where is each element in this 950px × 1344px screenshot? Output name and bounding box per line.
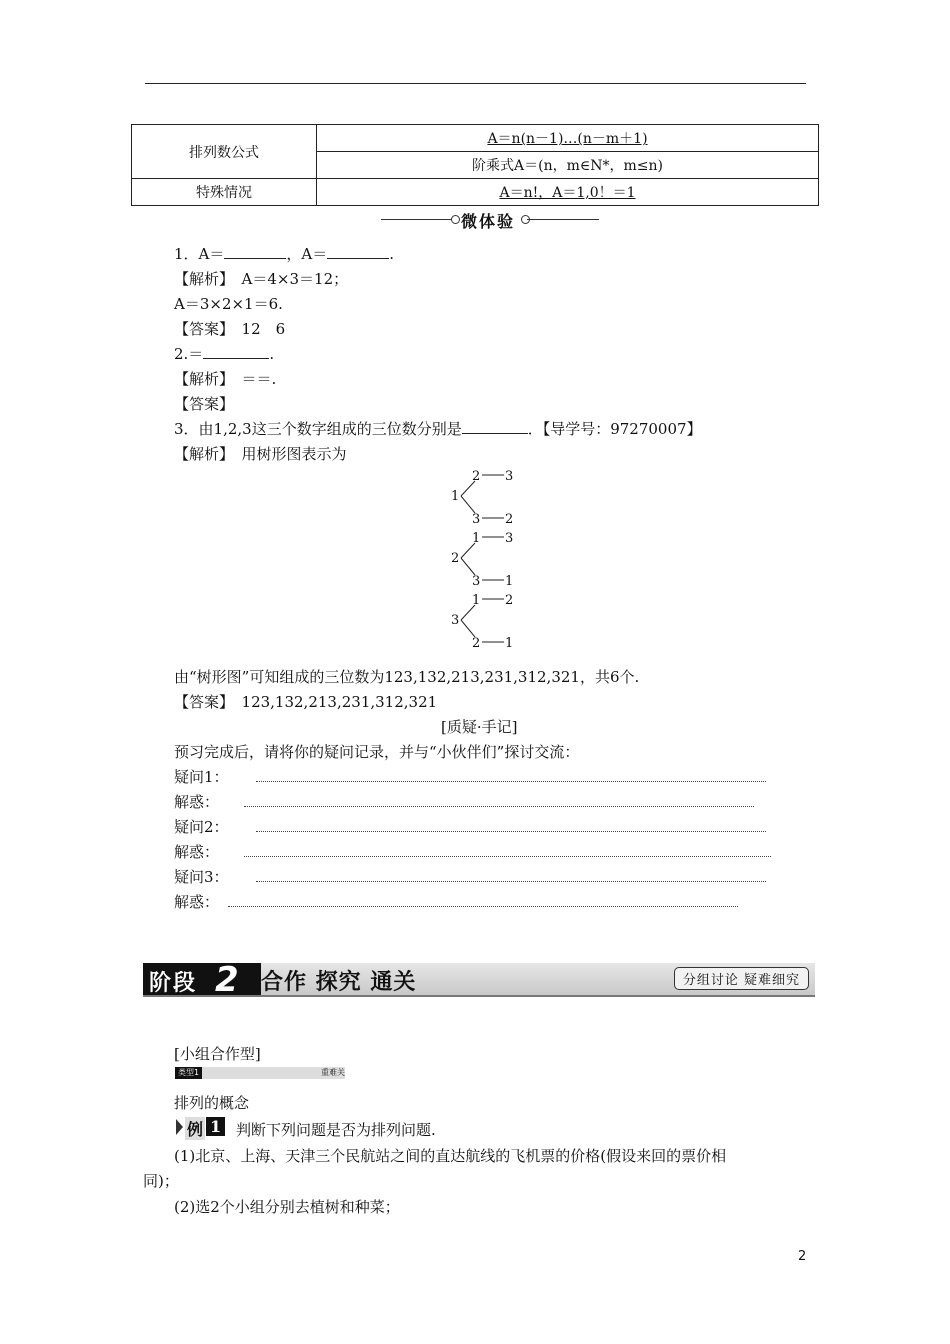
tree-node: 2 (472, 469, 481, 484)
tree-root-1: 1 (451, 489, 460, 504)
formula-label: 排列数公式 (132, 125, 317, 179)
example-item-2: (2)选2个小组分别去植树和种菜； (174, 1198, 400, 1216)
page-number: 2 (798, 1249, 807, 1264)
tree-root-3: 3 (451, 613, 460, 628)
example-prompt: 判断下列问题是否为排列问题. (236, 1121, 436, 1139)
concept-title: 排列的概念 (174, 1094, 250, 1112)
doubt-1-label: 疑问1： (174, 768, 229, 786)
q1-analysis: 【解析】 A＝4×3＝12； (174, 270, 349, 288)
q3-answer: 【答案】 123,132,213,231,312,321 (174, 693, 438, 711)
factorial-formula: 阶乘式A＝(n，m∈N*，m≤n) (317, 152, 819, 179)
tree-node: 2 (472, 636, 481, 651)
special-case-label: 特殊情况 (132, 179, 317, 206)
type-bar: 类型1 重难关 (175, 1067, 345, 1079)
stage-tag: 分组讨论 疑难细究 (674, 967, 809, 990)
tree-leaf: 2 (505, 512, 514, 527)
tree-leaf: 1 (505, 636, 514, 651)
question-1: 1．A＝ ，A＝ . (174, 245, 395, 263)
tree-root-2: 2 (451, 551, 460, 566)
notes-intro: 预习完成后，请将你的疑问记录，并与“小伙伴们”探讨交流： (174, 743, 580, 761)
doubt-3-line[interactable] (256, 881, 766, 882)
doubt-3-label: 疑问3： (174, 868, 229, 886)
q3-conclusion: 由“树形图”可知组成的三位数为123,132,213,231,312,321，共6个. (174, 668, 640, 686)
doubt-2-label: 疑问2： (174, 818, 229, 836)
question-3: 3．由1,2,3这三个数字组成的三位数分别是 ．【导学号：97270007】 (174, 420, 702, 438)
tree-leaf: 1 (505, 574, 514, 589)
tree-leaf: 3 (505, 531, 514, 546)
example-item-1-cont: 同)； (143, 1172, 179, 1190)
tree-leaf: 3 (505, 469, 514, 484)
notes-title: [质疑·手记] (441, 718, 518, 736)
doubt-1-line[interactable] (256, 781, 766, 782)
answer-3-label: 解惑： (174, 893, 220, 911)
group-type-heading: [小组合作型] (174, 1045, 261, 1063)
answer-1-line[interactable] (244, 806, 754, 807)
answer-1-label: 解惑： (174, 793, 220, 811)
question-2: 2.＝ . (174, 345, 275, 363)
permutation-formula-table (131, 124, 819, 206)
stage-title: 合作 探究 通关 (261, 969, 417, 995)
stage-2-banner (143, 960, 815, 1000)
stage-badge: 阶段 2 (143, 963, 261, 995)
tree-branch (461, 620, 475, 637)
q2-analysis: 【解析】 ＝＝. (174, 370, 277, 388)
q3-analysis: 【解析】 用树形图表示为 (174, 445, 347, 463)
tree-branch (461, 558, 475, 575)
micro-experience-heading: 微体验 (375, 208, 605, 232)
tree-branch (461, 496, 475, 513)
q2-answer: 【答案】 (174, 395, 235, 413)
answer-2-line[interactable] (244, 856, 771, 857)
doubt-2-line[interactable] (256, 831, 766, 832)
special-case-value: A＝n!，A＝1,0！＝1 (317, 179, 819, 206)
tree-node: 3 (472, 512, 481, 527)
q1-analysis-2: A＝3×2×1＝6. (174, 295, 283, 313)
tree-diagram (440, 465, 530, 655)
header-rule (145, 83, 806, 84)
tree-leaf: 2 (505, 593, 514, 608)
answer-2-label: 解惑： (174, 843, 220, 861)
answer-3-line[interactable] (228, 906, 738, 907)
tree-node: 3 (472, 574, 481, 589)
product-formula: A＝n(n－1)…(n－m＋1) (317, 125, 819, 152)
example-item-1: (1)北京、上海、天津三个民航站之间的直达航线的飞机票的价格(假设来回的票价相 (174, 1147, 727, 1165)
tree-node: 1 (472, 531, 481, 546)
tree-node: 1 (472, 593, 481, 608)
q1-answer: 【答案】 12 6 (174, 320, 286, 338)
